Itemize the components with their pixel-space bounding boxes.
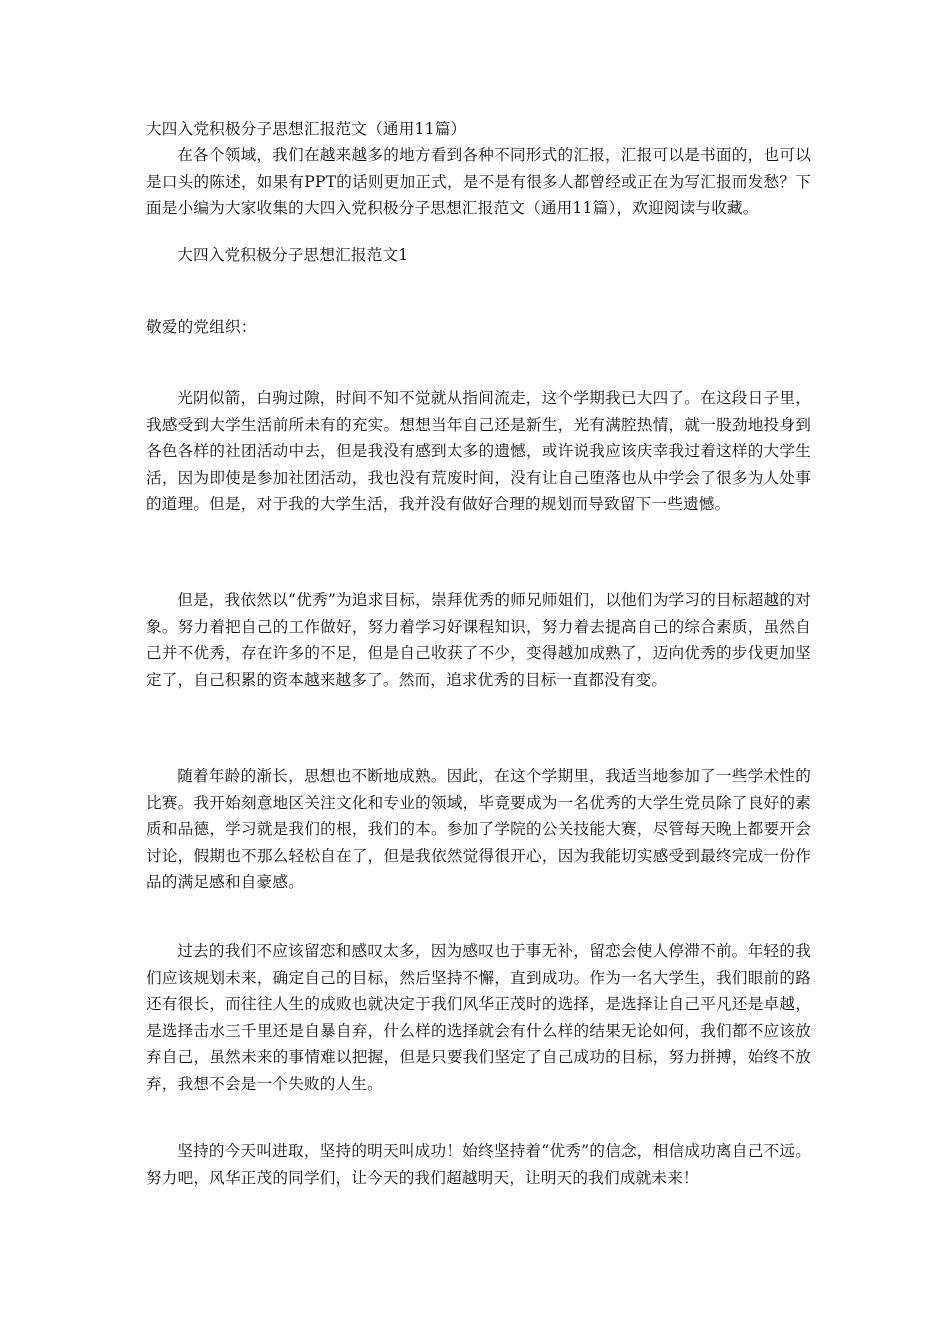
salutation: 敬爱的党组织：: [146, 318, 257, 336]
document-title: 大四入党积极分子思想汇报范文（通用11篇）: [146, 120, 467, 138]
body-paragraph-2: 但是，我依然以“优秀”为追求目标，崇拜优秀的师兄师姐们，以他们为学习的目标超越的对象。努力着把自己的工作做好，努力着学习好课程知识，努力着去提高自己的综合素质，虽然自己并不优秀，存在许多的不足，但是自己收获了不少，变得越加成熟了，迈向优秀的步伐更加坚定了，自己积累的资本越来越多了。然而，追求优秀的目标一直都没有变。: [146, 591, 811, 689]
intro-paragraph: 在各个领域，我们在越来越多的地方看到各种不同形式的汇报，汇报可以是书面的，也可以是口头的陈述，如果有PPT的话则更加正式，是不是有很多人都曾经或正在为写汇报而发愁？下面是小编为大家收集的大四入党积极分子思想汇报范文（通用11篇），欢迎阅读与收藏。: [146, 146, 811, 217]
section-heading: 大四入党积极分子思想汇报范文1: [177, 246, 409, 264]
body-paragraph-3: 随着年龄的渐长，思想也不断地成熟。因此，在这个学期里，我适当地参加了一些学术性的比赛。我开始刻意地区关注文化和专业的领域，毕竟要成为一名优秀的大学生党员除了良好的素质和品德，学习就是我们的根，我们的本。参加了学院的公关技能大赛，尽管每天晚上都要开会讨论，假期也不那么轻松自在了，但是我依然觉得很开心，因为我能切实感受到最终完成一份作品的满足感和自豪感。: [146, 767, 811, 891]
body-paragraph-4: 过去的我们不应该留恋和感叹太多，因为感叹也于事无补，留恋会使人停滞不前。年轻的我们应该规划未来，确定自己的目标，然后坚持不懈，直到成功。作为一名大学生，我们眼前的路还有很长，而往往人生的成败也就决定于我们风华正茂时的选择，是选择让自己平凡还是卓越，是选择击水三千里还是自暴自弃，什么样的选择就会有什么样的结果无论如何，我们都不应该放弃自己，虽然未来的事情难以把握，但是只要我们坚定了自己成功的目标，努力拼搏，始终不放弃，我想不会是一个失败的人生。: [146, 942, 811, 1093]
body-paragraph-1: 光阴似箭，白驹过隙，时间不知不觉就从指间流走，这个学期我已大四了。在这段日子里，我感受到大学生活前所未有的充实。想想当年自己还是新生，光有满腔热情，就一股劲地投身到各色各样的社团活动中去，但是我没有感到太多的遗憾，或许说我应该庆幸我过着这样的大学生活，因为即使是参加社团活动，我也没有荒废时间，没有让自己堕落也从中学会了很多为人处事的道理。但是，对于我的大学生活，我并没有做好合理的规划而导致留下一些遗憾。: [146, 389, 811, 513]
body-paragraph-5: 坚持的今天叫进取，坚持的明天叫成功！始终坚持着“优秀”的信念，相信成功离自己不远。努力吧，风华正茂的同学们，让今天的我们超越明天，让明天的我们成就未来！: [146, 1142, 811, 1187]
